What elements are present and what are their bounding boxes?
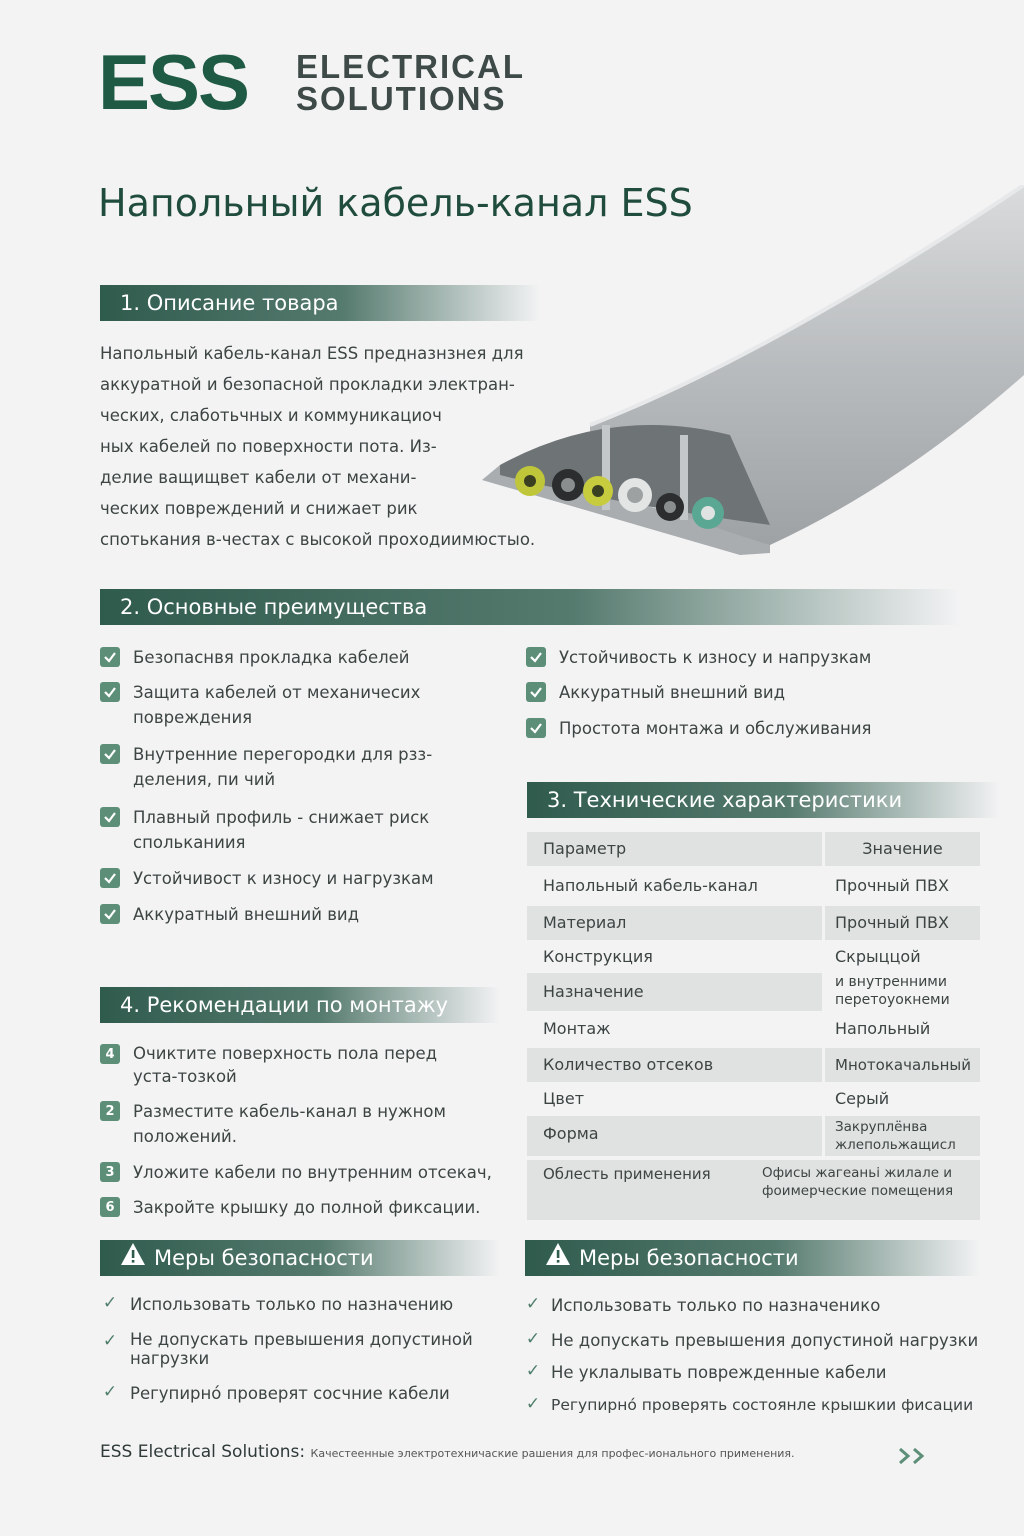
advantage-item: Простота монтажа и обслуживания — [526, 716, 986, 741]
table-row: Монтаж Напольный — [527, 1012, 980, 1046]
table-header-param: Параметр — [527, 832, 822, 866]
section-advantages-heading: 2. Основные преимущества — [100, 589, 960, 625]
installation-step: 3 Уложите кабели по внутренним отсекач, — [100, 1160, 520, 1185]
logo-ess: ESS — [98, 38, 249, 126]
logo-electrical: ELECTRICAL — [296, 48, 525, 85]
table-row: Цвет Серый — [527, 1084, 980, 1114]
check-icon — [100, 807, 120, 827]
check-icon — [526, 682, 546, 702]
installation-step: 4 Очиктите поверхность пола перед уста-тозкой — [100, 1042, 500, 1088]
checkmark-icon: ✓ — [525, 1361, 541, 1381]
check-icon — [100, 682, 120, 702]
checkmark-icon: ✓ — [525, 1329, 541, 1349]
safety-item: ✓ Использовать только по назначению — [100, 1292, 500, 1317]
table-row: Назначение и внутренними перетоуокнеми — [527, 973, 980, 1011]
footer-brand: ESS Electrical Solutions: — [100, 1442, 306, 1462]
double-chevron-icon — [898, 1447, 930, 1465]
logo-solutions: SOLUTIONS — [296, 80, 507, 117]
section-description-heading: 1. Описание товара — [100, 285, 540, 321]
check-icon — [100, 744, 120, 764]
table-row: Материал Прочный ПВХ — [527, 906, 980, 940]
advantage-item: Аккуратный внешний вид — [100, 902, 500, 927]
installation-step: 6 Закройте крышку до полной фиксации. — [100, 1195, 520, 1220]
advantage-item: Аккуратный внешний вид — [526, 680, 986, 705]
safety-heading-right: Меры безопасности — [525, 1240, 980, 1276]
page-title: Напольный кабель-канал ESS — [98, 181, 693, 225]
table-row: Напольный кабель-канал Прочный ПВХ — [527, 869, 980, 903]
table-header-value: Значение — [822, 832, 980, 866]
check-icon — [100, 868, 120, 888]
safety-item: ✓ Регупирнó проверять состоянле крышкии фисации — [523, 1393, 1003, 1418]
checkmark-icon: ✓ — [102, 1331, 118, 1351]
check-icon — [100, 904, 120, 924]
footer — [100, 1442, 795, 1462]
safety-item: ✓ Не допускать превышения допустиной нагрузки — [523, 1328, 1003, 1353]
table-row: Облесть применения Офисы жагеаньі жилале и фоимерческие помещения — [527, 1160, 980, 1220]
checkmark-icon: ✓ — [102, 1293, 118, 1313]
table-header — [527, 832, 980, 866]
advantage-item: Устойчивость к износу и напрузкам — [526, 645, 986, 670]
advantage-item: Безопаснвя прокладка кабелей — [100, 645, 500, 670]
description-text: Напольный кабель-канал ESS предназнзнея для аккуратной и безопасной прокладки электран- ческих, слаботьчных и коммуникациоч ных кабелей по поверхности пота. Из- делие ващищвет кабели от механи- ческих повреждений и снижает рик спотькания в-честах с высокой проходиимюстыо. — [100, 344, 536, 549]
check-icon — [526, 718, 546, 738]
footer-tagline: Качестеенные электротехничаские рашения для профес-ионального применения. — [310, 1447, 795, 1460]
safety-item: ✓ Регупирнó проверят сосчние кабели — [100, 1381, 500, 1406]
safety-item: ✓ Не уклалывать поврежденные кабели — [523, 1360, 1003, 1385]
section-installation-heading: 4. Рекомендации по монтажу — [100, 987, 500, 1023]
advantage-item: Внутренние перегородки для рзз-деления, пи чий — [100, 742, 500, 792]
warning-icon — [120, 1241, 146, 1277]
safety-heading-left: Меры безопасности — [100, 1240, 500, 1276]
advantage-item: Защита кабелей от механичесих повреждения — [100, 680, 500, 730]
advantage-item: Плавный профиль - снижает риск спольканиия — [100, 805, 500, 855]
safety-item: ✓ Не допускать превышения допустиной нагрузки — [100, 1330, 500, 1368]
checkmark-icon: ✓ — [525, 1294, 541, 1314]
advantage-item: Устойчивост к износу и нагрузкам — [100, 866, 500, 891]
check-icon — [526, 647, 546, 667]
warning-icon — [545, 1241, 571, 1277]
checkmark-icon: ✓ — [102, 1382, 118, 1402]
safety-item: ✓ Использовать только по назначенико — [523, 1293, 1003, 1318]
table-row: Форма Закруплёнва жлепольжащисл — [527, 1116, 980, 1156]
table-row: Конструкция Скрыццой — [527, 943, 980, 971]
check-icon — [100, 647, 120, 667]
checkmark-icon: ✓ — [525, 1394, 541, 1414]
section-specs-heading: 3. Технические характеристики — [527, 782, 1000, 818]
table-row: Количество отсеков Мнотокачальный — [527, 1048, 980, 1082]
installation-step: 2 Разместите кабель-канал в нужном положений. — [100, 1099, 500, 1149]
